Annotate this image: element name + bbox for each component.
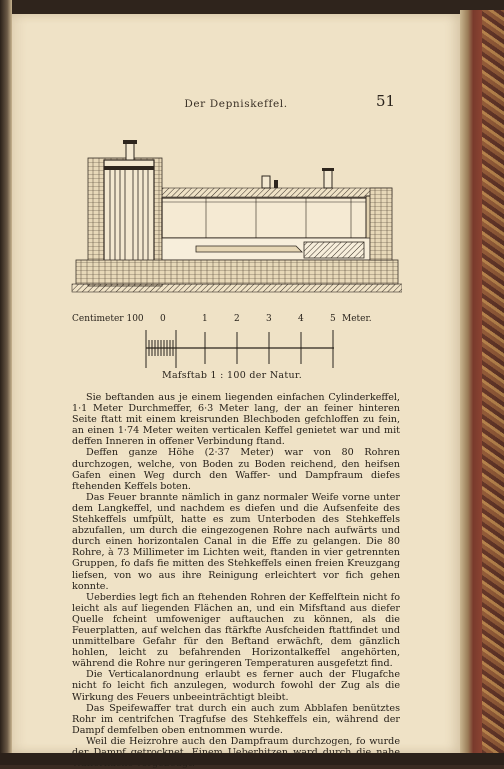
top-edge [0,0,504,14]
scale-label-unit-right: Meter. [342,314,372,324]
scale-label-5: 5 [330,314,336,324]
paragraph: Sie beftanden aus je einem liegenden einfachen Cylinderkeffel, 1·1 Meter Durchmeffer, 6·3 Meter lang, der an feiner hinteren Seite ftatt mit einem kreisrunden Blechboden gefchloffen zu fein, an einen 1·74 Meter weiten verticalen Keffel genietet war und mit deffen Inneren in offener Verbindung ftand. [72,392,400,448]
body-text [72,392,400,769]
paragraph: Ueberdies legt fich an ftehenden Rohren der Keffelftein nicht fo leicht als auf liegenden Flächen an, und ein Mifsftand aus diefer Quelle fcheint umfoweniger auftauchen zu können, als die Feuerplatten, auf welchen das ftärkfte Ausfcheiden ftattfindet und unmittelbare Gefahr für den Beftand erwächft, dem gänzlich hohlen, leicht zu befahrenden Horizontalkeffel angehörten, während die Rohre nur geringeren Temperaturen ausgefetzt find. [72,591,400,670]
scale-label-3: 3 [266,314,272,324]
paragraph: Deffen ganze Höhe (2·37 Meter) war von 80 Rohren durchzogen, welche, von Boden zu Boden reichend, den heifsen Gafen einen Weg durch den Waffer- und Dampfraum diefes ftehenden Keffels boten. [72,447,400,492]
paragraph: Das Feuer brannte nämlich in ganz normaler Weife vorne unter dem Langkeffel, und nachdem es diefen und die Aufsenfeite des Stehkeffels umfpült, hatte es zum Unterboden des Stehkeffels abzufallen, um durch die eingezogenen Rohre nach aufwärts und durch einen horizontalen Canal in die Effe zu gelangen. Die 80 Rohre, à 73 Millimeter im Lichten weit, ftanden in vier getrennten Gruppen, fo dafs fie mitten des Stehkeffels einen freien Kreuzgang liefsen, von wo aus ihre Reinigung erleichtert vor fich gehen konnte. [72,491,400,592]
scale-label-unit-left: Centimeter 100 [72,314,144,324]
scale-label-0: 0 [160,314,166,324]
paragraph: Das Speifewaffer trat durch ein auch zum Abblafen benütztes Rohr im centrifchen Tragfufse des Stehkeffels ein, während der Dampf demfelben oben entnommen wurde. [72,702,400,736]
scale-label-2: 2 [234,314,240,324]
scale-ruler [72,326,392,370]
left-page-edge [0,0,12,765]
scale-caption: Mafsftab 1 : 100 der Natur. [161,370,303,381]
scale-numbers [72,314,392,326]
paragraph: Weil die Heizrohre auch den Dampfraum durchzogen, fo wurde [86,735,400,747]
page-number: 51 [376,92,396,110]
scale-bar [72,314,392,384]
paragraph: Die Verticalanordnung erlaubt es ferner auch der Flugafche nicht fo leicht fich anzulegen, wodurch fowohl der Zug als die Wirkung des Feuers unbeeinträchtigt bleibt. [72,669,400,703]
marbled-edge [482,10,504,758]
boiler-drawing [66,138,402,304]
scale-label-4: 4 [298,314,304,324]
scale-label-1: 1 [202,314,208,324]
running-head: Der Depniskeffel. [184,98,288,110]
bottom-edge [0,753,504,765]
book-spine [460,10,504,758]
book-page [12,14,460,753]
